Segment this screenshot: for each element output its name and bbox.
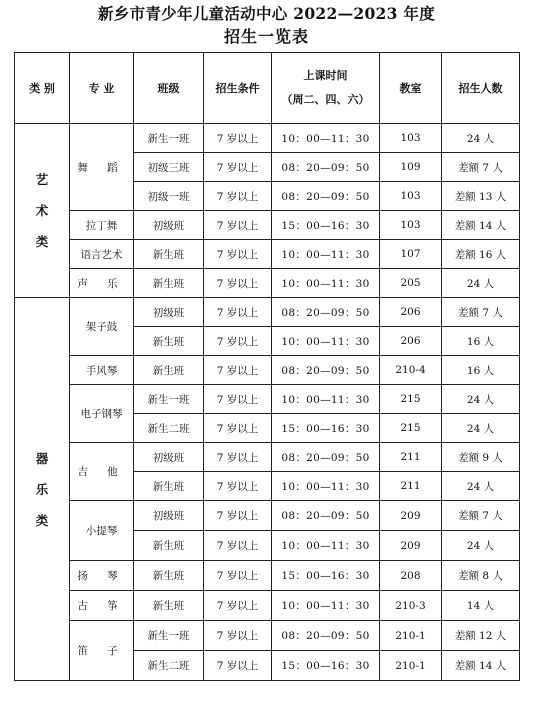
class-cell: 新生班: [134, 561, 204, 591]
class-cell: 初级班: [134, 211, 204, 240]
category-art: [15, 124, 70, 298]
quota-cell: 差额 12 人: [442, 621, 520, 651]
requirement-cell: 7 岁以上: [204, 621, 272, 651]
room-cell: 209: [380, 501, 442, 531]
room-cell: 103: [380, 124, 442, 153]
room-cell: 211: [380, 443, 442, 472]
class-cell: 新生班: [134, 531, 204, 561]
table-row: [15, 443, 520, 472]
requirement-cell: 7 岁以上: [204, 269, 272, 298]
header-row: [15, 53, 520, 124]
room-cell: 211: [380, 472, 442, 501]
room-cell: 215: [380, 414, 442, 443]
quota-cell: 差额 7 人: [442, 501, 520, 531]
quota-cell: 16 人: [442, 356, 520, 385]
room-cell: 205: [380, 269, 442, 298]
room-cell: 210-4: [380, 356, 442, 385]
class-cell: 新生一班: [134, 385, 204, 414]
header-time-label: 上课时间: [303, 69, 348, 82]
header-room: 教室: [380, 53, 442, 124]
header-class: 班级: [134, 53, 204, 124]
quota-cell: 差额 7 人: [442, 153, 520, 182]
time-cell: 10：00—11：30: [272, 240, 380, 269]
room-cell: 103: [380, 182, 442, 211]
enrollment-table: [14, 52, 520, 681]
quota-cell: 差额 16 人: [442, 240, 520, 269]
time-cell: 15：00—16：30: [272, 211, 380, 240]
header-time-days: （周二、四、六）: [281, 93, 370, 106]
class-cell: 新生班: [134, 269, 204, 298]
class-cell: 新生班: [134, 327, 204, 356]
room-cell: 210-3: [380, 591, 442, 621]
requirement-cell: 7 岁以上: [204, 501, 272, 531]
quota-cell: 24 人: [442, 124, 520, 153]
time-cell: 08：20—09：50: [272, 153, 380, 182]
quota-cell: 差额 8 人: [442, 561, 520, 591]
major-accordion: 手风琴: [70, 356, 134, 385]
table-row: [15, 298, 520, 327]
room-cell: 109: [380, 153, 442, 182]
time-cell: 10：00—11：30: [272, 269, 380, 298]
quota-cell: 24 人: [442, 414, 520, 443]
time-cell: 15：00—16：30: [272, 651, 380, 681]
table-row: [15, 124, 520, 153]
quota-cell: 14 人: [442, 591, 520, 621]
quota-cell: 24 人: [442, 385, 520, 414]
room-cell: 206: [380, 327, 442, 356]
quota-cell: 24 人: [442, 269, 520, 298]
class-cell: 新生班: [134, 356, 204, 385]
quota-cell: 差额 14 人: [442, 211, 520, 240]
time-cell: 10：00—11：30: [272, 472, 380, 501]
table-row: [15, 385, 520, 414]
time-cell: 08：20—09：50: [272, 298, 380, 327]
time-cell: 08：20—09：50: [272, 501, 380, 531]
document-title: 新乡市青少年儿童活动中心 2022—2023 年度: [97, 4, 436, 23]
requirement-cell: 7 岁以上: [204, 472, 272, 501]
major-guzheng: 古 筝: [70, 591, 134, 621]
quota-cell: 差额 14 人: [442, 651, 520, 681]
major-language-art: 语言艺术: [70, 240, 134, 269]
requirement-cell: 7 岁以上: [204, 298, 272, 327]
requirement-cell: 7 岁以上: [204, 591, 272, 621]
header-requirement: 招生条件: [204, 53, 272, 124]
requirement-cell: 7 岁以上: [204, 327, 272, 356]
category-char: 器: [35, 450, 49, 466]
major-flute: 笛 子: [70, 621, 134, 681]
major-dance: 舞 蹈: [70, 124, 134, 211]
class-cell: 初级班: [134, 298, 204, 327]
class-cell: 新生二班: [134, 414, 204, 443]
room-cell: 215: [380, 385, 442, 414]
requirement-cell: 7 岁以上: [204, 414, 272, 443]
major-guitar: 吉 他: [70, 443, 134, 501]
class-cell: 新生二班: [134, 651, 204, 681]
document-subtitle: 招生一览表: [223, 27, 309, 46]
room-cell: 206: [380, 298, 442, 327]
requirement-cell: 7 岁以上: [204, 531, 272, 561]
major-violin: 小提琴: [70, 501, 134, 561]
time-cell: 10：00—11：30: [272, 385, 380, 414]
time-cell: 08：20—09：50: [272, 621, 380, 651]
table-row: [15, 621, 520, 651]
time-cell: 10：00—11：30: [272, 327, 380, 356]
category-char: 类: [35, 234, 49, 249]
class-cell: 初级班: [134, 443, 204, 472]
requirement-cell: 7 岁以上: [204, 561, 272, 591]
category-char: 艺: [35, 172, 49, 187]
class-cell: 初级一班: [134, 182, 204, 211]
quota-cell: 差额 13 人: [442, 182, 520, 211]
room-cell: 210-1: [380, 621, 442, 651]
table-row: [15, 211, 520, 240]
requirement-cell: 7 岁以上: [204, 124, 272, 153]
header-major: 专 业: [70, 53, 134, 124]
table-row: [15, 240, 520, 269]
requirement-cell: 7 岁以上: [204, 651, 272, 681]
major-latin: 拉丁舞: [70, 211, 134, 240]
room-cell: 208: [380, 561, 442, 591]
time-cell: 10：00—11：30: [272, 591, 380, 621]
time-cell: 10：00—11：30: [272, 124, 380, 153]
major-drum-kit: 架子鼓: [70, 298, 134, 356]
header-category: 类 别: [15, 53, 70, 124]
time-cell: 08：20—09：50: [272, 182, 380, 211]
requirement-cell: 7 岁以上: [204, 443, 272, 472]
room-cell: 103: [380, 211, 442, 240]
table-row: [15, 501, 520, 531]
time-cell: 15：00—16：30: [272, 414, 380, 443]
class-cell: 新生班: [134, 472, 204, 501]
requirement-cell: 7 岁以上: [204, 211, 272, 240]
category-char: 类: [35, 512, 49, 528]
class-cell: 新生班: [134, 591, 204, 621]
table-row: [15, 561, 520, 591]
requirement-cell: 7 岁以上: [204, 153, 272, 182]
category-char: 乐: [35, 481, 49, 497]
header-quota: 招生人数: [442, 53, 520, 124]
room-cell: 209: [380, 531, 442, 561]
class-cell: 新生班: [134, 240, 204, 269]
time-cell: 08：20—09：50: [272, 356, 380, 385]
table-row: [15, 591, 520, 621]
table-row: [15, 269, 520, 298]
requirement-cell: 7 岁以上: [204, 240, 272, 269]
time-cell: 15：00—16：30: [272, 561, 380, 591]
room-cell: 210-1: [380, 651, 442, 681]
major-dulcimer: 扬 琴: [70, 561, 134, 591]
major-keyboard: 电子钢琴: [70, 385, 134, 443]
class-cell: 新生一班: [134, 124, 204, 153]
requirement-cell: 7 岁以上: [204, 182, 272, 211]
requirement-cell: 7 岁以上: [204, 356, 272, 385]
category-instrumental: [15, 298, 70, 681]
table-row: [15, 356, 520, 385]
time-cell: 08：20—09：50: [272, 443, 380, 472]
class-cell: 初级班: [134, 501, 204, 531]
class-cell: 初级三班: [134, 153, 204, 182]
category-char: 术: [35, 203, 49, 218]
quota-cell: 16 人: [442, 327, 520, 356]
quota-cell: 24 人: [442, 472, 520, 501]
time-cell: 10：00—11：30: [272, 531, 380, 561]
requirement-cell: 7 岁以上: [204, 385, 272, 414]
room-cell: 107: [380, 240, 442, 269]
class-cell: 新生一班: [134, 621, 204, 651]
major-vocal: 声 乐: [70, 269, 134, 298]
quota-cell: 差额 9 人: [442, 443, 520, 472]
quota-cell: 24 人: [442, 531, 520, 561]
header-time: [272, 53, 380, 124]
quota-cell: 差额 7 人: [442, 298, 520, 327]
